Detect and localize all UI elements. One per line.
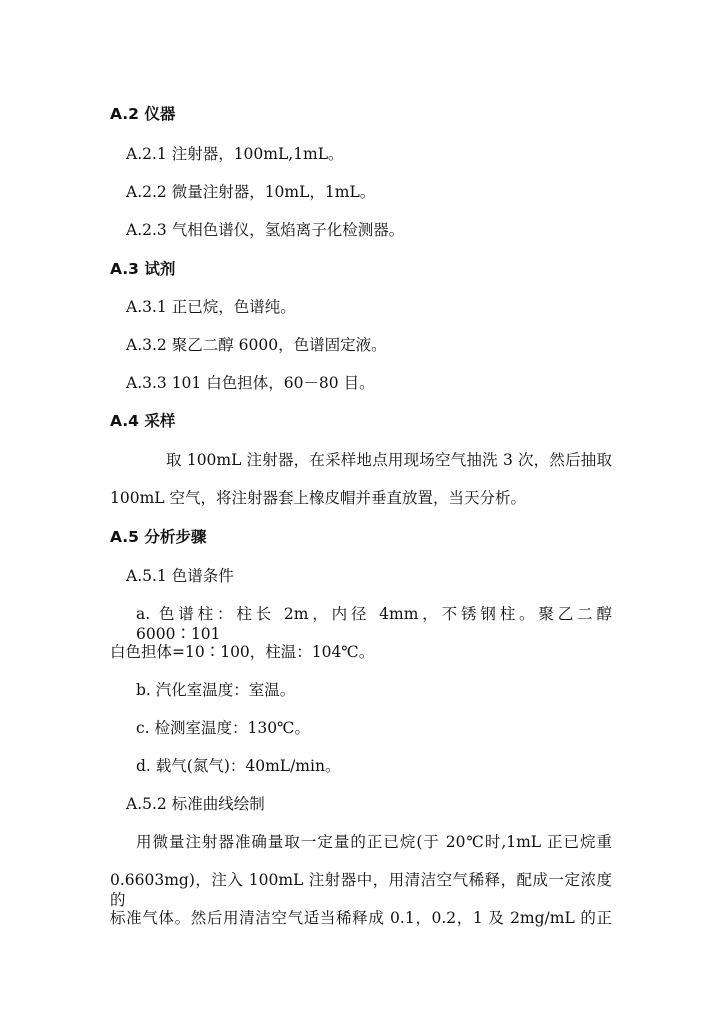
condition-a-line2: 白色担体=10∶100，柱温：104℃。 xyxy=(110,643,375,661)
item-a3-1: A.3.1 正已烷，色谱纯。 xyxy=(126,298,296,316)
paragraph-a5-2-line3: 标准气体。然后用清洁空气适当稀释成 0.1，0.2，1 及 2mg/mL 的正 xyxy=(110,909,612,927)
paragraph-a5-2-line1: 用微量注射器准确量取一定量的正已烷(于 20℃时,1mL 正已烷重 xyxy=(136,833,612,851)
section-heading-a2: A.2 仪器 xyxy=(110,105,176,123)
paragraph-a4-line1: 取 100mL 注射器，在采样地点用现场空气抽洗 3 次，然后抽取 xyxy=(166,451,612,469)
condition-c: c. 检测室温度：130℃。 xyxy=(136,719,310,737)
subheading-a5-1: A.5.1 色谱条件 xyxy=(126,567,234,585)
item-a2-2: A.2.2 微量注射器，10mL，1mL。 xyxy=(126,183,376,201)
section-heading-a4: A.4 采样 xyxy=(110,412,176,430)
condition-b: b. 汽化室温度：室温。 xyxy=(136,681,296,699)
item-a3-2: A.3.2 聚乙二醇 6000，色谱固定液。 xyxy=(126,336,387,354)
item-a2-1: A.2.1 注射器，100mL,1mL。 xyxy=(126,145,344,163)
paragraph-a4-line2: 100mL 空气，将注射器套上橡皮帽并垂直放置，当天分析。 xyxy=(110,489,527,507)
condition-a-line1: a. 色谱柱：柱长 2m，内径 4mm，不锈钢柱。聚乙二醇 6000∶101 xyxy=(136,605,612,643)
section-heading-a5: A.5 分析步骤 xyxy=(110,528,207,546)
section-heading-a3: A.3 试剂 xyxy=(110,260,176,278)
subheading-a5-2: A.5.2 标准曲线绘制 xyxy=(126,795,265,813)
condition-d: d. 载气(氮气)：40mL/min。 xyxy=(136,757,341,775)
item-a3-3: A.3.3 101 白色担体，60－80 目。 xyxy=(126,374,375,392)
item-a2-3: A.2.3 气相色谱仪，氢焰离子化检测器。 xyxy=(126,221,405,239)
paragraph-a5-2-line2: 0.6603mg)，注入 100mL 注射器中，用清洁空气稀释，配成一定浓度的 xyxy=(110,871,612,909)
